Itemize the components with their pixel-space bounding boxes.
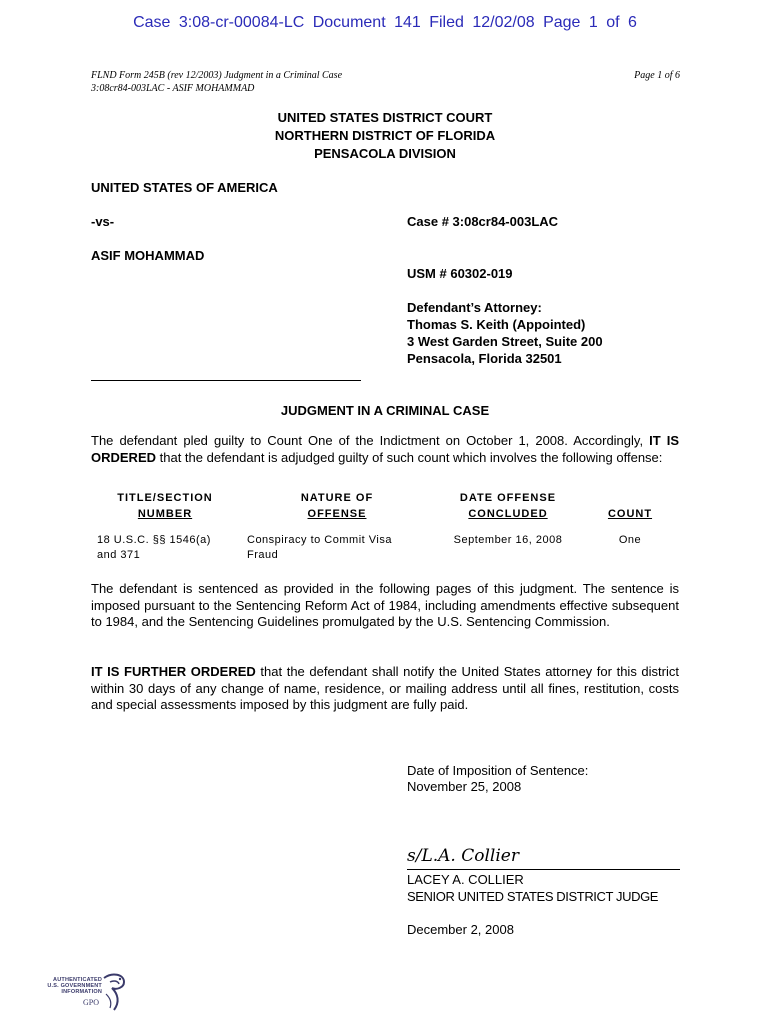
attorney-label: Defendant’s Attorney:	[407, 300, 542, 315]
row-count: One	[618, 534, 642, 546]
header-title-section	[100, 490, 230, 522]
row-title-line2: and 371	[97, 549, 141, 561]
logo-text	[44, 977, 102, 996]
court-division: PENSACOLA DIVISION	[314, 146, 456, 161]
header-title-line2: NUMBER	[137, 508, 193, 520]
row-nature-line2: Fraud	[247, 549, 279, 561]
row-date-concluded: September 16, 2008	[453, 534, 563, 546]
header-nature-line2: OFFENSE	[307, 508, 367, 520]
form-line: FLND Form 245B (rev 12/2003) Judgment in a Criminal Case	[91, 70, 343, 81]
usm-number: USM # 60302-019	[407, 266, 513, 281]
plea-paragraph	[91, 433, 679, 466]
logo-line1: AUTHENTICATED	[53, 977, 102, 983]
judge-name: LACEY A. COLLIER	[407, 872, 524, 887]
signature-line	[407, 869, 680, 870]
row-nature-offense	[247, 533, 392, 563]
row-title-section	[97, 533, 211, 563]
header-nature-line1: NATURE OF	[300, 492, 374, 504]
further-order-text: that the defendant shall notify the United States attorney for this district within 30 days of any change of name, residence, or mailing address until all fines, restitution, costs and special assessments imposed by this judgment are fully paid.	[91, 664, 679, 712]
row-title-line1: 18 U.S.C. §§ 1546(a)	[97, 534, 211, 546]
court-district: NORTHERN DISTRICT OF FLORIDA	[274, 128, 496, 143]
case-number: Case # 3:08cr84-003LAC	[407, 214, 559, 229]
sentence-paragraph: The defendant is sentenced as provided in the following pages of this judgment. The sentence is imposed pursuant to the Sentencing Reform Act of 1984, including amendments effective subsequent to 1984, and the Sentencing Guidelines promulgated by the U.S. Sentencing Commission.	[91, 581, 679, 629]
caption-divider	[91, 380, 361, 381]
header-nature-offense	[272, 490, 402, 522]
versus: -vs-	[91, 214, 115, 229]
header-date-line2: CONCLUDED	[468, 508, 548, 520]
header-title-line1: TITLE/SECTION	[117, 492, 213, 504]
attorney-name: Thomas S. Keith (Appointed)	[407, 317, 586, 332]
imposition-label: Date of Imposition of Sentence:	[407, 763, 589, 778]
logo-gpo: GPO	[83, 998, 100, 1007]
header-date-concluded	[443, 490, 573, 522]
header-count	[590, 506, 670, 522]
defendant: ASIF MOHAMMAD	[91, 248, 205, 263]
further-order-emphasis: IT IS FURTHER ORDERED	[91, 664, 256, 679]
header-count-label: COUNT	[607, 508, 653, 520]
electronic-signature: s/L.A. Collier	[407, 846, 519, 866]
logo-line3: INFORMATION	[61, 989, 102, 996]
plaintiff: UNITED STATES OF AMERICA	[91, 180, 278, 195]
plea-text: The defendant pled guilty to Count One of the Indictment on October 1, 2008. Accordingly,	[91, 433, 650, 448]
attorney-address-line1: 3 West Garden Street, Suite 200	[407, 334, 603, 349]
plea-text-cont: that the defendant is adjudged guilty of such count which involves the following offense:	[156, 449, 663, 465]
attorney-address-line2: Pensacola, Florida 32501	[407, 351, 562, 366]
court-name: UNITED STATES DISTRICT COURT	[277, 110, 493, 125]
order-emphasis: IT IS ORDERED	[91, 433, 679, 465]
judge-title: SENIOR UNITED STATES DISTRICT JUDGE	[407, 889, 659, 904]
row-nature-line1: Conspiracy to Commit Visa	[247, 534, 392, 546]
filing-header: Case 3:08-cr-00084-LC Document 141 Filed 12/02/08 Page 1 of 6	[133, 14, 637, 31]
imposition-date: November 25, 2008	[407, 779, 522, 794]
page-number: Page 1 of 6	[634, 70, 680, 81]
judgment-title: JUDGMENT IN A CRIMINAL CASE	[280, 403, 490, 418]
eagle-icon	[100, 972, 128, 1012]
logo-line2: U.S. GOVERNMENT	[47, 983, 102, 990]
case-name-line: 3:08cr84-003LAC - ASIF MOHAMMAD	[91, 83, 255, 94]
further-order-paragraph	[91, 664, 679, 714]
signature-date: December 2, 2008	[407, 922, 514, 937]
header-date-line1: DATE OFFENSE	[459, 492, 557, 504]
